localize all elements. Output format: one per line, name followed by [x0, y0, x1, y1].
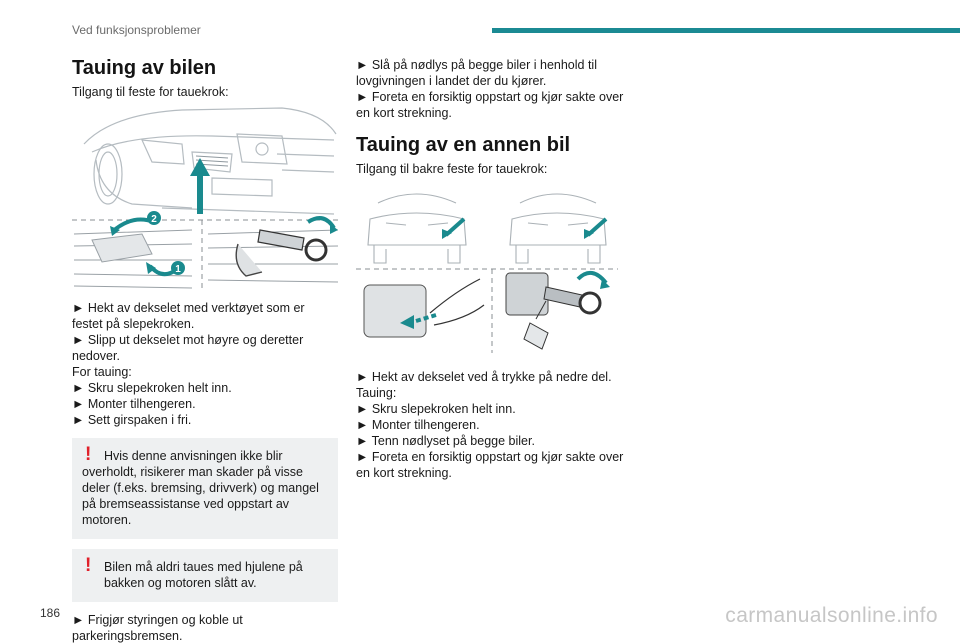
step-unhook-cover: ► Hekt av dekselet med verktøyet som er festet på slepekroken. [72, 301, 305, 331]
step-mount-trailer: ► Monter tilhengeren. [72, 397, 196, 411]
arrow-up-icon [197, 174, 203, 214]
step-careful-start: ► Foreta en forsiktig oppstart og kjør sakte over en kort strekning. [356, 90, 624, 120]
front-hook-access-text: Tilgang til feste for tauekrok: [72, 85, 229, 99]
page-number: 186 [40, 606, 61, 620]
header-accent-bar [492, 28, 960, 33]
towing-label: Tauing: [356, 386, 397, 400]
warning-icon: ! [85, 444, 92, 465]
warning-box-1 [72, 438, 338, 539]
callout-1-label: 1 [175, 264, 181, 275]
step-screw-hook: ► Skru slepekroken helt inn. [72, 381, 232, 395]
section-title-tow-other: Tauing av en annen bil [356, 134, 571, 156]
front-tow-hook-illustration [72, 104, 338, 292]
car-rear-image [368, 194, 606, 263]
step-release-steering: ► Frigjør styringen og koble ut parkeringsbremsen. [72, 613, 243, 643]
for-towing-label: For tauing: [72, 365, 132, 379]
step-screw-hook-rear: ► Skru slepekroken helt inn. [356, 402, 516, 416]
warning-text-2: Bilen må aldri taues med hjulene på bakken og motoren slått av. [104, 560, 303, 590]
step-mount-trailer-rear: ► Monter tilhengeren. [356, 418, 480, 432]
step-hazard-both: ► Tenn nødlyset på begge biler. [356, 434, 535, 448]
rear-tow-hook-illustration [356, 183, 618, 353]
section-title-towing: Tauing av bilen [72, 57, 217, 79]
watermark: carmanualsonline.info [725, 604, 938, 627]
warning-text-1: Hvis denne anvisningen ikke blir overholdt, risikerer man skader på visse deler (f.eks. bremsing, drivverk) og mangel på bremseassistanse ved oppstart av motoren. [82, 449, 319, 527]
callout-2-label: 2 [151, 214, 157, 225]
step-release-cover: ► Slipp ut dekselet mot høyre og deretter nedover. [72, 333, 304, 363]
right-column [356, 57, 624, 481]
step-hazard-lights: ► Slå på nødlys på begge biler i henhold til lovgivningen i landet der du kjører. [356, 58, 597, 88]
step-neutral-gear: ► Sett girspaken i fri. [72, 413, 192, 427]
section-header: Ved funksjonsproblemer [72, 23, 201, 37]
rear-hook-access-text: Tilgang til bakre feste for tauekrok: [356, 162, 548, 176]
warning-box-2 [72, 549, 338, 602]
step-careful-start-rear: ► Foreta en forsiktig oppstart og kjør sakte over en kort strekning. [356, 450, 624, 480]
warning-icon: ! [85, 555, 92, 576]
step-unhook-rear-cover: ► Hekt av dekselet ved å trykke på nedre del. [356, 370, 612, 384]
left-column [72, 57, 338, 644]
